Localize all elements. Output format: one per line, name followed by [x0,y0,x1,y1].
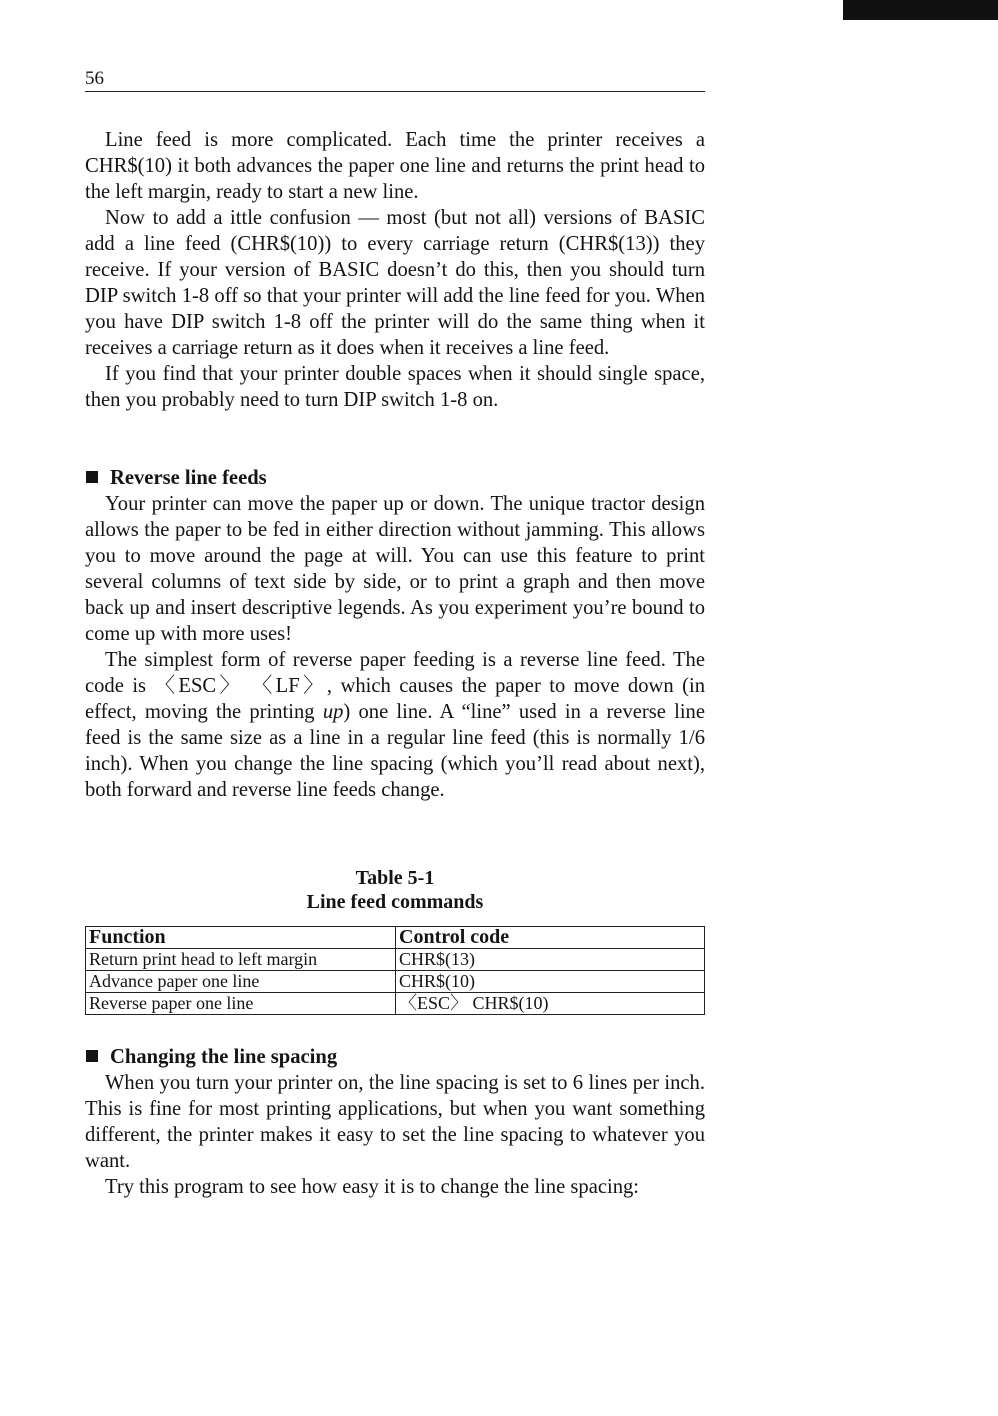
line-feed-commands-table [85,926,705,1015]
table-title: Line feed commands [306,891,484,913]
emphasis-text: up [322,701,344,723]
section-heading-text: Changing the line spacing [110,1046,338,1068]
section-heading [85,1044,705,1070]
table-row [86,971,705,993]
page-number: 56 [85,68,104,89]
square-bullet-icon [86,1050,98,1062]
section-heading [85,465,705,491]
section-reverse-line-feeds [85,465,705,803]
table-row [86,993,705,1015]
paragraph [85,647,705,803]
paragraph: When you turn your printer on, the line spacing is set to 6 lines per inch. This is fine for most printing applications, but when you want something different, the printer makes it easy to set the line spacing to whatever you want. [85,1072,705,1172]
control-code-cell: CHR$(13) [396,949,705,971]
paragraph: Try this program to see how easy it is to change the line spacing: [105,1176,640,1198]
control-code-cell: CHR$(10) [396,971,705,993]
table-number: Table 5-1 [355,867,435,889]
paragraph: If you find that your printer double spaces when it should single space, then you probably need to turn DIP switch 1-8 on. [85,363,705,411]
paragraph-text: ) one line. A “line” used in a reverse line feed is the same size as a line in a regular line feed (this is normally 1/6 inch). When you change the line spacing (which you’ll read about next), both forward and reverse line feeds change. [85,701,705,801]
scan-edge-bar [843,0,998,20]
header-rule [85,91,705,92]
table-header-row [86,927,705,949]
paragraph: Your printer can move the paper up or down. The unique tractor design allows the paper to be fed in either direction without jamming. This allows you to move around the page at will. You can use this feature to print several columns of text side by side, or to print a graph and then move back up and insert descriptive legends. As you experiment you’re bound to come up with more uses! [85,493,705,645]
function-cell: Advance paper one line [86,971,396,993]
table-caption [85,866,705,914]
section-changing-line-spacing [85,1044,705,1200]
control-code-cell: 〈ESC〉 CHR$(10) [396,993,705,1015]
paragraph: Line feed is more complicated. Each time the printer receives a CHR$(10) it both advances the paper one line and returns the print head to the left margin, ready to start a new line. [85,129,705,203]
paragraph: Now to add a ittle confusion — most (but not all) versions of BASIC add a line feed (CHR$(10)) to every carriage return (CHR$(13)) they receive. If your version of BASIC doesn’t do this, then you should turn DIP switch 1-8 off so that your printer will add the line feed for you. When you have DIP switch 1-8 off the printer will do the same thing when it receives a carriage return as it does when it receives a line feed. [85,207,705,359]
function-cell: Reverse paper one line [86,993,396,1015]
table-row [86,949,705,971]
function-cell: Return print head to left margin [86,949,396,971]
column-header-control-code: Control code [396,927,705,949]
paragraph-text: The simplest form of reverse paper feeding is a reverse line feed. The code is 〈ESC〉 〈LF〉, which causes the paper to move down (in effect, moving the printing [85,649,705,723]
section-line-feed [85,127,705,413]
column-header-function: Function [86,927,396,949]
section-heading-text: Reverse line feeds [110,467,267,489]
square-bullet-icon [86,471,98,483]
